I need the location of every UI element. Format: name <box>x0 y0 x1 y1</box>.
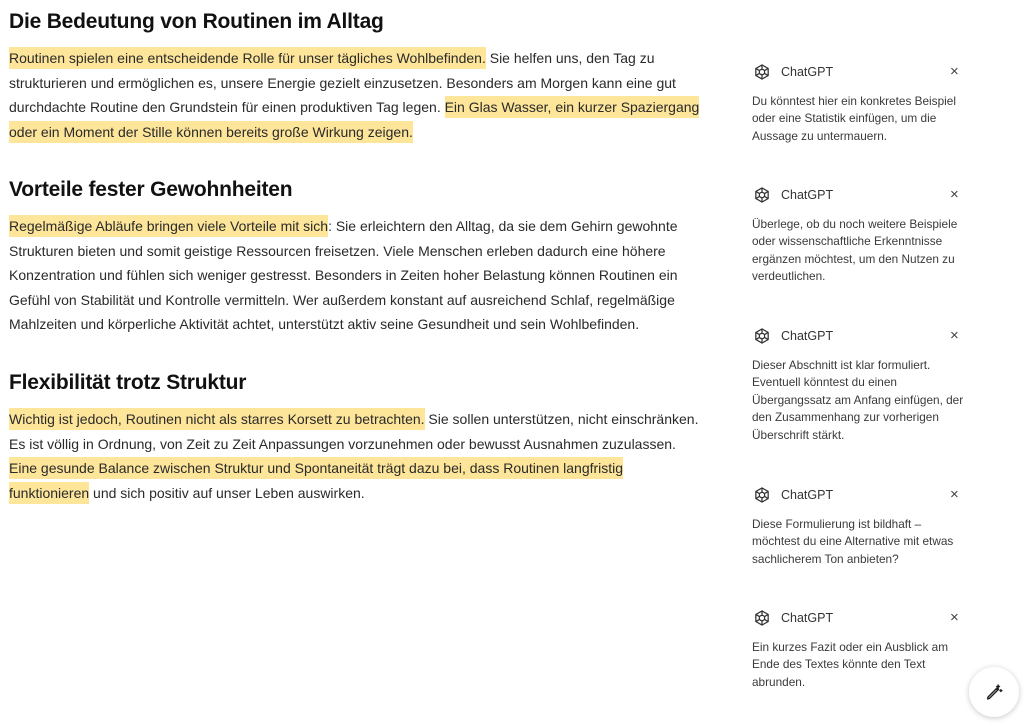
comment-author: ChatGPT <box>781 188 834 202</box>
comment-header <box>744 185 970 207</box>
comment-card[interactable] <box>744 62 970 145</box>
paragraph <box>9 407 704 505</box>
comment-author: ChatGPT <box>781 65 834 79</box>
edit-button[interactable] <box>969 667 1019 717</box>
paragraph-text: : Sie erleichtern den Alltag, da sie dem Gehirn gewohnte Strukturen bieten und somit geistige Ressourcen freisetzen. Viele Menschen erleben dadurch eine höhere Konzentration und fühlen sich weniger gestresst. Besonders in Zeiten hoher Belastung können Routinen ein Gefühl von Stabilität und Kontrolle vermitteln. Wer außerdem konstant auf ausreichend Schlaf, regelmäßige Mahlzeiten und körperliche Aktivität achtet, unterstützt aktiv seine Gesundheit und sein Wohlbefinden. <box>9 218 678 333</box>
comment-card[interactable] <box>744 485 970 568</box>
comment-card[interactable] <box>744 326 970 444</box>
close-icon[interactable]: × <box>950 327 959 344</box>
comment-text: Diese Formulierung ist bildhaft – möchtest du eine Alternative mit etwas sachlicherem Ton anbieten? <box>752 517 954 566</box>
paragraph-text: Sie helfen uns, den Tag zu strukturieren und ermöglichen es, unsere Energie gezielt einzusetzen. Besonders am Morgen kann eine gut durchdachte Routine den Grundstein für einen produktiven Tag legen. <box>9 50 676 116</box>
comment-header <box>744 326 970 348</box>
comment-card[interactable] <box>744 608 970 691</box>
section-title: Vorteile fester Gewohnheiten <box>9 178 293 201</box>
openai-logo-icon <box>752 185 772 205</box>
comment-text: Ein kurzes Fazit oder ein Ausblick am Ende des Textes könnte den Text abrunden. <box>752 640 949 689</box>
paragraph <box>9 46 704 144</box>
highlighted-text[interactable]: Wichtig ist jedoch, Routinen nicht als starres Korsett zu betrachten. <box>9 408 425 430</box>
close-icon[interactable]: × <box>950 486 959 503</box>
comment-header <box>744 608 970 630</box>
highlighted-text[interactable]: Ein Glas Wasser, ein kurzer Spaziergang oder ein Moment der Stille können bereits große Wirkung zeigen. <box>9 96 699 143</box>
edit-pen-sparkle-icon <box>983 681 1005 703</box>
comment-header <box>744 485 970 507</box>
comment-author: ChatGPT <box>781 611 834 625</box>
openai-logo-icon <box>752 62 772 82</box>
section-title: Die Bedeutung von Routinen im Alltag <box>9 10 384 33</box>
comment-card[interactable] <box>744 185 970 286</box>
comment-text: Du könntest hier ein konkretes Beispiel oder eine Statistik einfügen, um die Aussage zu untermauern. <box>752 94 956 143</box>
openai-logo-icon <box>752 326 772 346</box>
highlighted-text[interactable]: Eine gesunde Balance zwischen Struktur und Spontaneität trägt dazu bei, dass Routinen langfristig funktionieren <box>9 457 623 504</box>
paragraph-text: und sich positiv auf unser Leben auswirken. <box>89 484 365 501</box>
comment-author: ChatGPT <box>781 329 834 343</box>
paragraph-text: Sie sollen unterstützen, nicht einschränken. Es ist völlig in Ordnung, von Zeit zu Zeit Anpassungen vorzunehmen oder bewusst Ausnahmen zuzulassen. <box>9 411 699 452</box>
close-icon[interactable]: × <box>950 186 959 203</box>
highlighted-text[interactable]: Routinen spielen eine entscheidende Rolle für unser tägliches Wohlbefinden. <box>9 47 486 69</box>
openai-logo-icon <box>752 608 772 628</box>
close-icon[interactable]: × <box>950 609 959 626</box>
close-icon[interactable]: × <box>950 63 959 80</box>
comment-text: Dieser Abschnitt ist klar formuliert. Eventuell könntest du einen Übergangssatz am Anfang einfügen, der den Zusammenhang zur vorherigen Überschrift stärkt. <box>752 358 964 442</box>
comment-author: ChatGPT <box>781 488 834 502</box>
comment-text: Überlege, ob du noch weitere Beispiele oder wissenschaftliche Erkenntnisse ergänzen möchtest, um den Nutzen zu verdeutlichen. <box>752 217 958 284</box>
section-title: Flexibilität trotz Struktur <box>9 371 247 394</box>
paragraph <box>9 214 704 337</box>
comment-header <box>744 62 970 84</box>
openai-logo-icon <box>752 485 772 505</box>
highlighted-text[interactable]: Regelmäßige Abläufe bringen viele Vorteile mit sich <box>9 215 328 237</box>
